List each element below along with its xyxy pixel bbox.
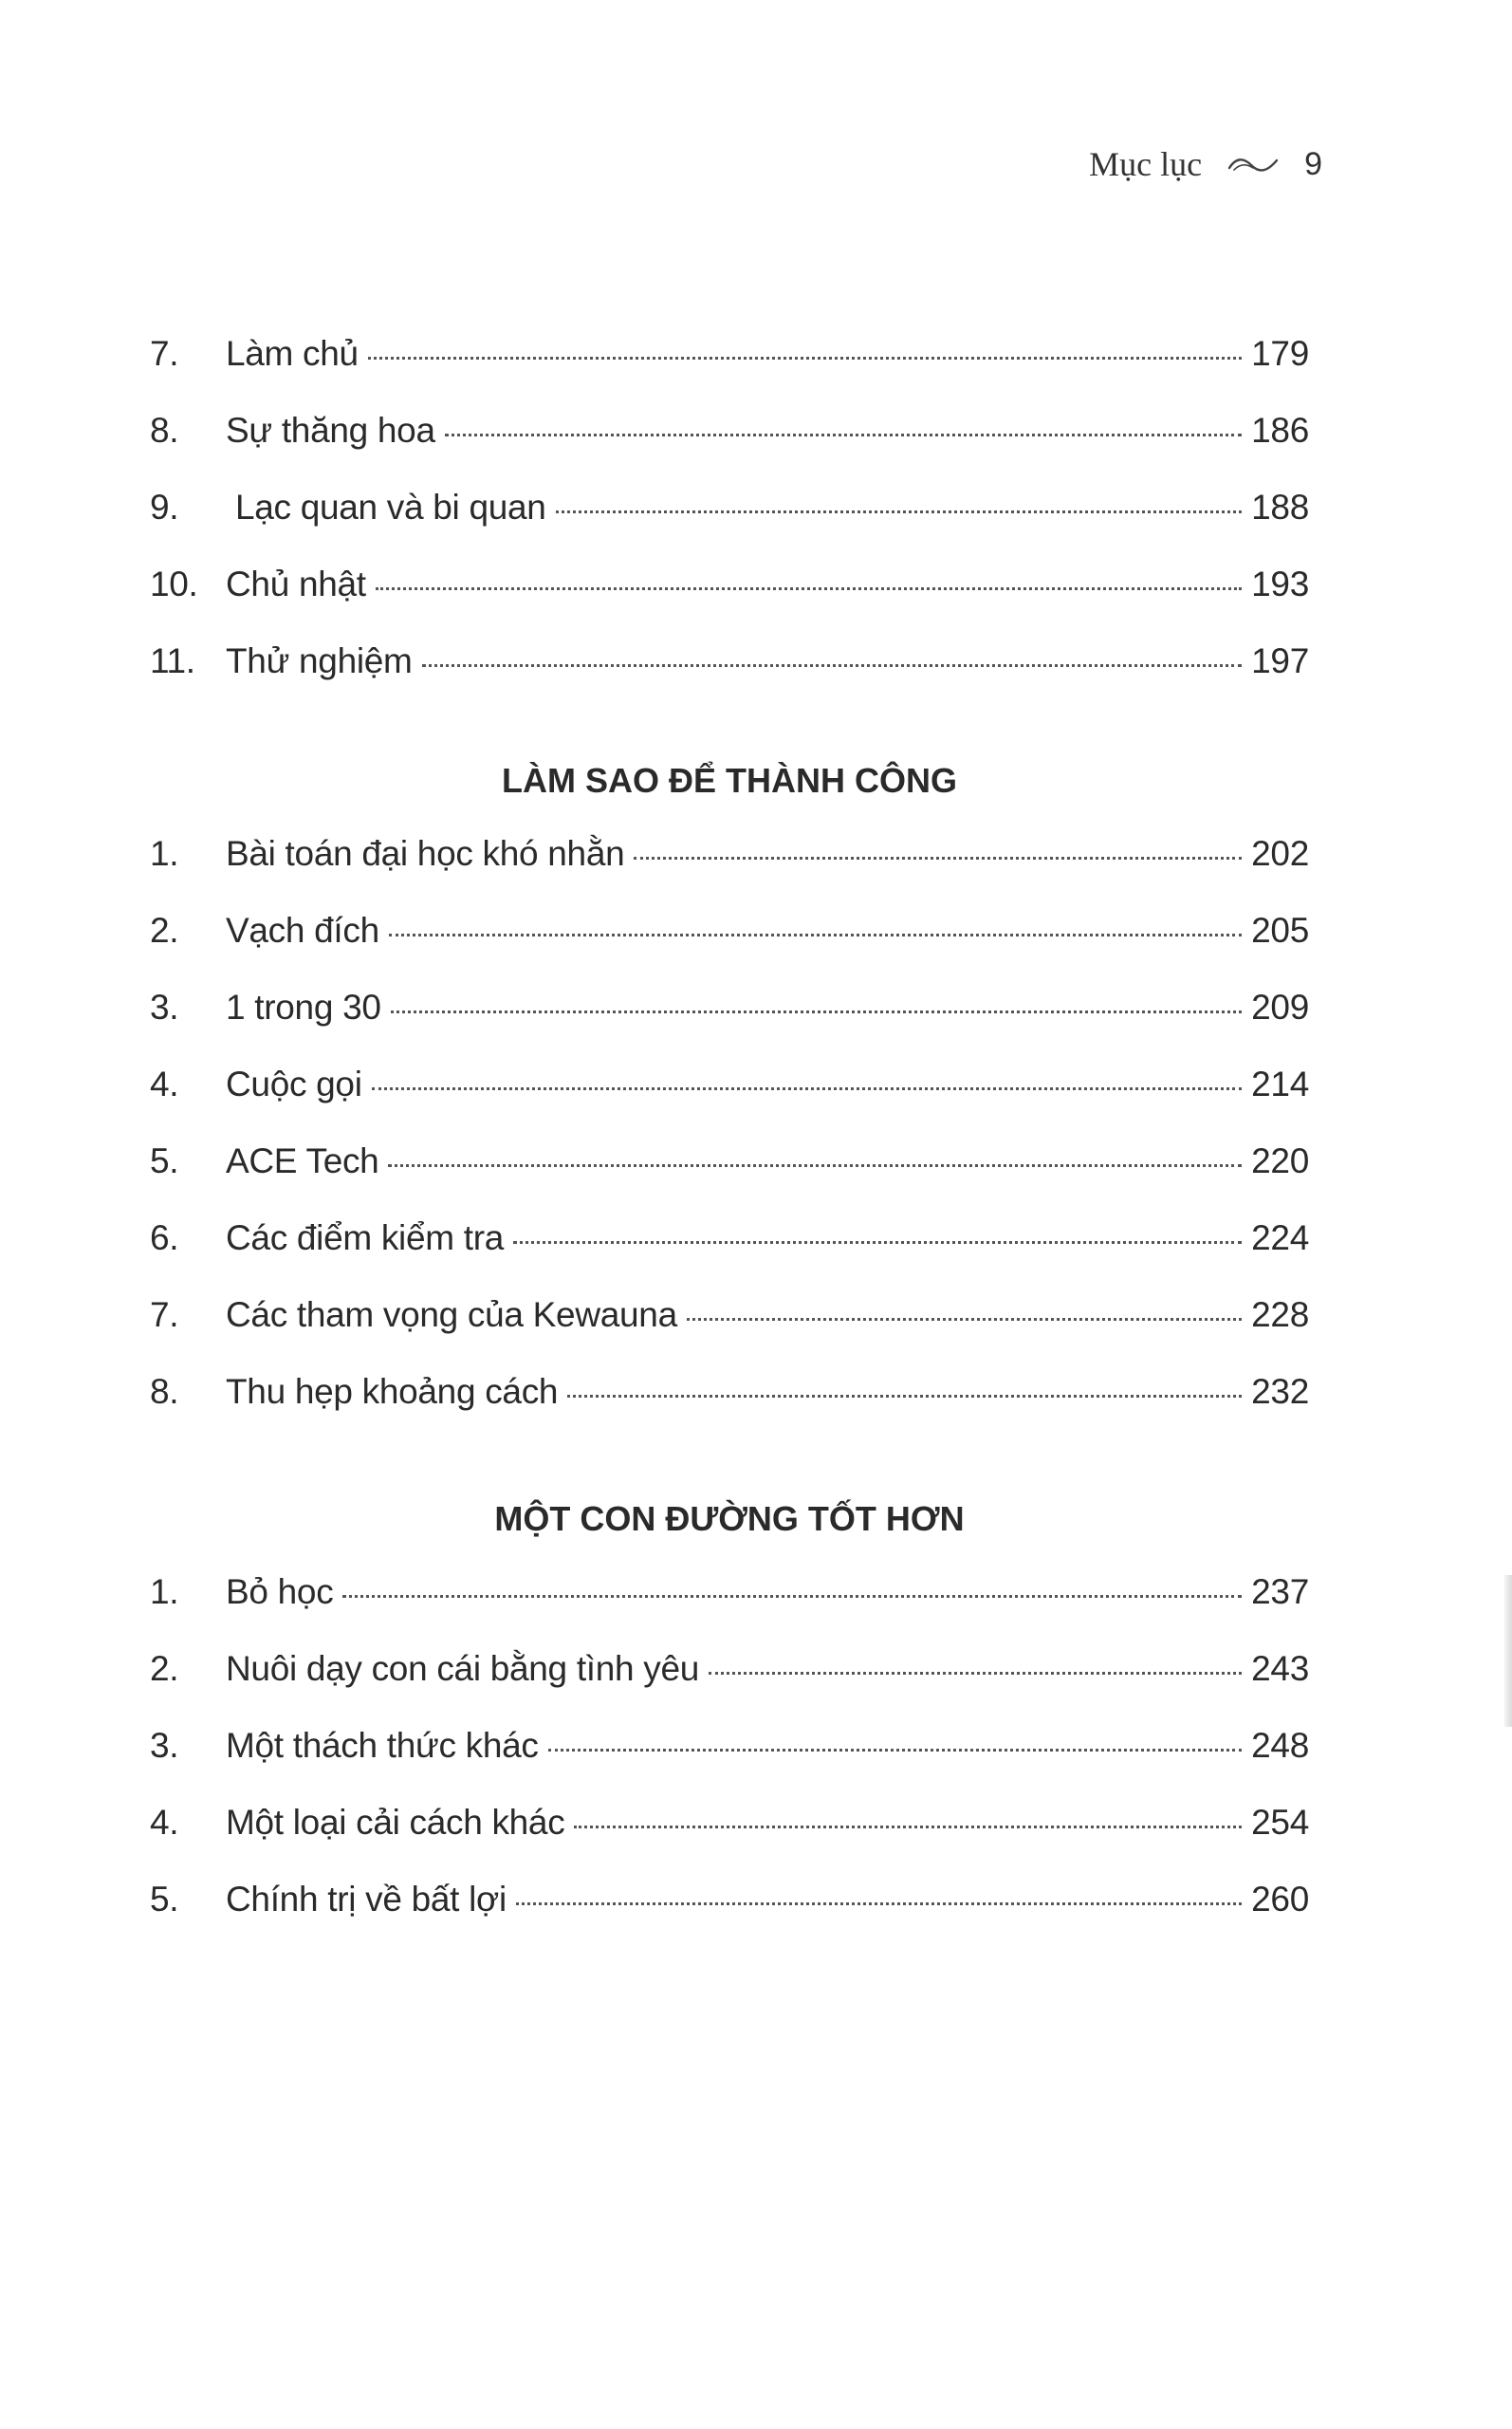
entry-page: 254: [1251, 1803, 1309, 1842]
entry-number: 3.: [150, 1726, 179, 1765]
entry-number: 7.: [150, 1295, 179, 1334]
toc-entry[interactable]: [150, 1295, 1309, 1372]
entry-title: Thử nghiệm: [226, 641, 413, 680]
entry-title: Vạch đích: [226, 911, 379, 950]
dot-leader: [389, 934, 1242, 936]
entry-title: Cuộc gọi: [226, 1065, 362, 1103]
entry-page: 214: [1251, 1065, 1309, 1103]
dot-leader: [445, 434, 1242, 436]
dot-leader: [342, 1595, 1242, 1598]
entry-number: 4.: [150, 1803, 179, 1842]
entry-number: 2.: [150, 1649, 179, 1688]
dot-leader: [556, 510, 1243, 513]
entry-number: 4.: [150, 1065, 179, 1103]
section-heading: MỘT CON ĐƯỜNG TỐT HƠN: [494, 1499, 965, 1538]
entry-page: 228: [1251, 1295, 1309, 1334]
entry-title: Sự thăng hoa: [226, 411, 435, 450]
toc-entry[interactable]: [150, 988, 1309, 1065]
entry-number: 9.: [150, 488, 179, 527]
entry-page: 205: [1251, 911, 1309, 950]
entry-title: Nuôi dạy con cái bằng tình yêu: [226, 1649, 700, 1688]
entry-number: 8.: [150, 411, 179, 450]
toc-entry[interactable]: [150, 1649, 1309, 1726]
toc-entry[interactable]: [150, 1372, 1309, 1449]
dot-leader: [548, 1749, 1243, 1752]
toc-entry[interactable]: [150, 1065, 1309, 1141]
entry-number: 1.: [150, 1572, 179, 1611]
entry-page: 232: [1251, 1372, 1309, 1411]
entry-page: 193: [1251, 565, 1309, 603]
entry-title: Các điểm kiểm tra: [226, 1218, 505, 1257]
entry-page: 224: [1251, 1218, 1309, 1257]
running-head: [1089, 144, 1322, 184]
entry-number: 8.: [150, 1372, 179, 1411]
entry-title: Một loại cải cách khác: [226, 1803, 565, 1842]
dot-leader: [391, 1011, 1243, 1013]
entry-page: 202: [1251, 834, 1309, 873]
entry-page: 188: [1251, 488, 1309, 527]
entry-title: Thu hẹp khoảng cách: [226, 1372, 559, 1411]
toc-entry[interactable]: [150, 334, 1309, 411]
entry-number: 11.: [150, 641, 195, 680]
dot-leader: [687, 1318, 1242, 1321]
toc-entry[interactable]: [150, 411, 1309, 488]
entry-number: 10.: [150, 565, 198, 603]
dot-leader: [368, 357, 1242, 360]
dot-leader: [567, 1395, 1242, 1398]
entry-page: 248: [1251, 1726, 1309, 1765]
toc-entry[interactable]: [150, 911, 1309, 988]
toc-entry[interactable]: [150, 1803, 1309, 1880]
toc-entry[interactable]: [150, 1572, 1309, 1649]
toc-entry[interactable]: [150, 1141, 1309, 1218]
dot-leader: [372, 1087, 1243, 1090]
entry-number: 1.: [150, 834, 179, 873]
entry-number: 2.: [150, 911, 179, 950]
dot-leader: [422, 664, 1243, 667]
entry-number: 3.: [150, 988, 179, 1027]
toc-entry[interactable]: [150, 488, 1309, 565]
entry-title: Chủ nhật: [226, 565, 366, 603]
toc-entry[interactable]: [150, 565, 1309, 641]
toc-entry[interactable]: [150, 1726, 1309, 1803]
entry-title: Một thách thức khác: [226, 1726, 539, 1765]
section-heading: LÀM SAO ĐỂ THÀNH CÔNG: [502, 761, 957, 800]
entry-number: 6.: [150, 1218, 179, 1257]
page-edge-shadow: [1504, 1575, 1512, 1727]
swash-ornament-icon: [1226, 154, 1280, 175]
entry-number: 7.: [150, 334, 179, 373]
toc-entry[interactable]: [150, 1218, 1309, 1295]
dot-leader: [516, 1902, 1242, 1905]
toc-entry[interactable]: [150, 1880, 1309, 1956]
dot-leader: [709, 1672, 1242, 1675]
entry-title: Lạc quan và bi quan: [226, 488, 546, 527]
entry-page: 220: [1251, 1141, 1309, 1180]
dot-leader: [574, 1826, 1242, 1828]
entry-page: 260: [1251, 1880, 1309, 1919]
running-head-title: Mục lục: [1089, 145, 1203, 183]
entry-page: 186: [1251, 411, 1309, 450]
entry-title: Chính trị về bất lợi: [226, 1880, 507, 1919]
entry-title: Làm chủ: [226, 334, 359, 373]
toc-entry[interactable]: [150, 834, 1309, 911]
entry-title: Bỏ học: [226, 1572, 334, 1611]
dot-leader: [376, 587, 1242, 590]
entry-number: 5.: [150, 1141, 179, 1180]
entry-page: 209: [1251, 988, 1309, 1027]
entry-page: 243: [1251, 1649, 1309, 1688]
dot-leader: [513, 1241, 1242, 1244]
page-number: 9: [1304, 145, 1322, 182]
dot-leader: [634, 857, 1242, 860]
dot-leader: [388, 1164, 1242, 1167]
entry-title: 1 trong 30: [226, 988, 381, 1027]
entry-number: 5.: [150, 1880, 179, 1919]
toc-entry[interactable]: [150, 641, 1309, 718]
table-of-contents: [150, 334, 1309, 1956]
entry-page: 197: [1251, 641, 1309, 680]
entry-title: ACE Tech: [226, 1141, 379, 1180]
entry-title: Các tham vọng của Kewauna: [226, 1295, 677, 1334]
entry-page: 237: [1251, 1572, 1309, 1611]
entry-title: Bài toán đại học khó nhằn: [226, 834, 625, 873]
entry-page: 179: [1251, 334, 1309, 373]
